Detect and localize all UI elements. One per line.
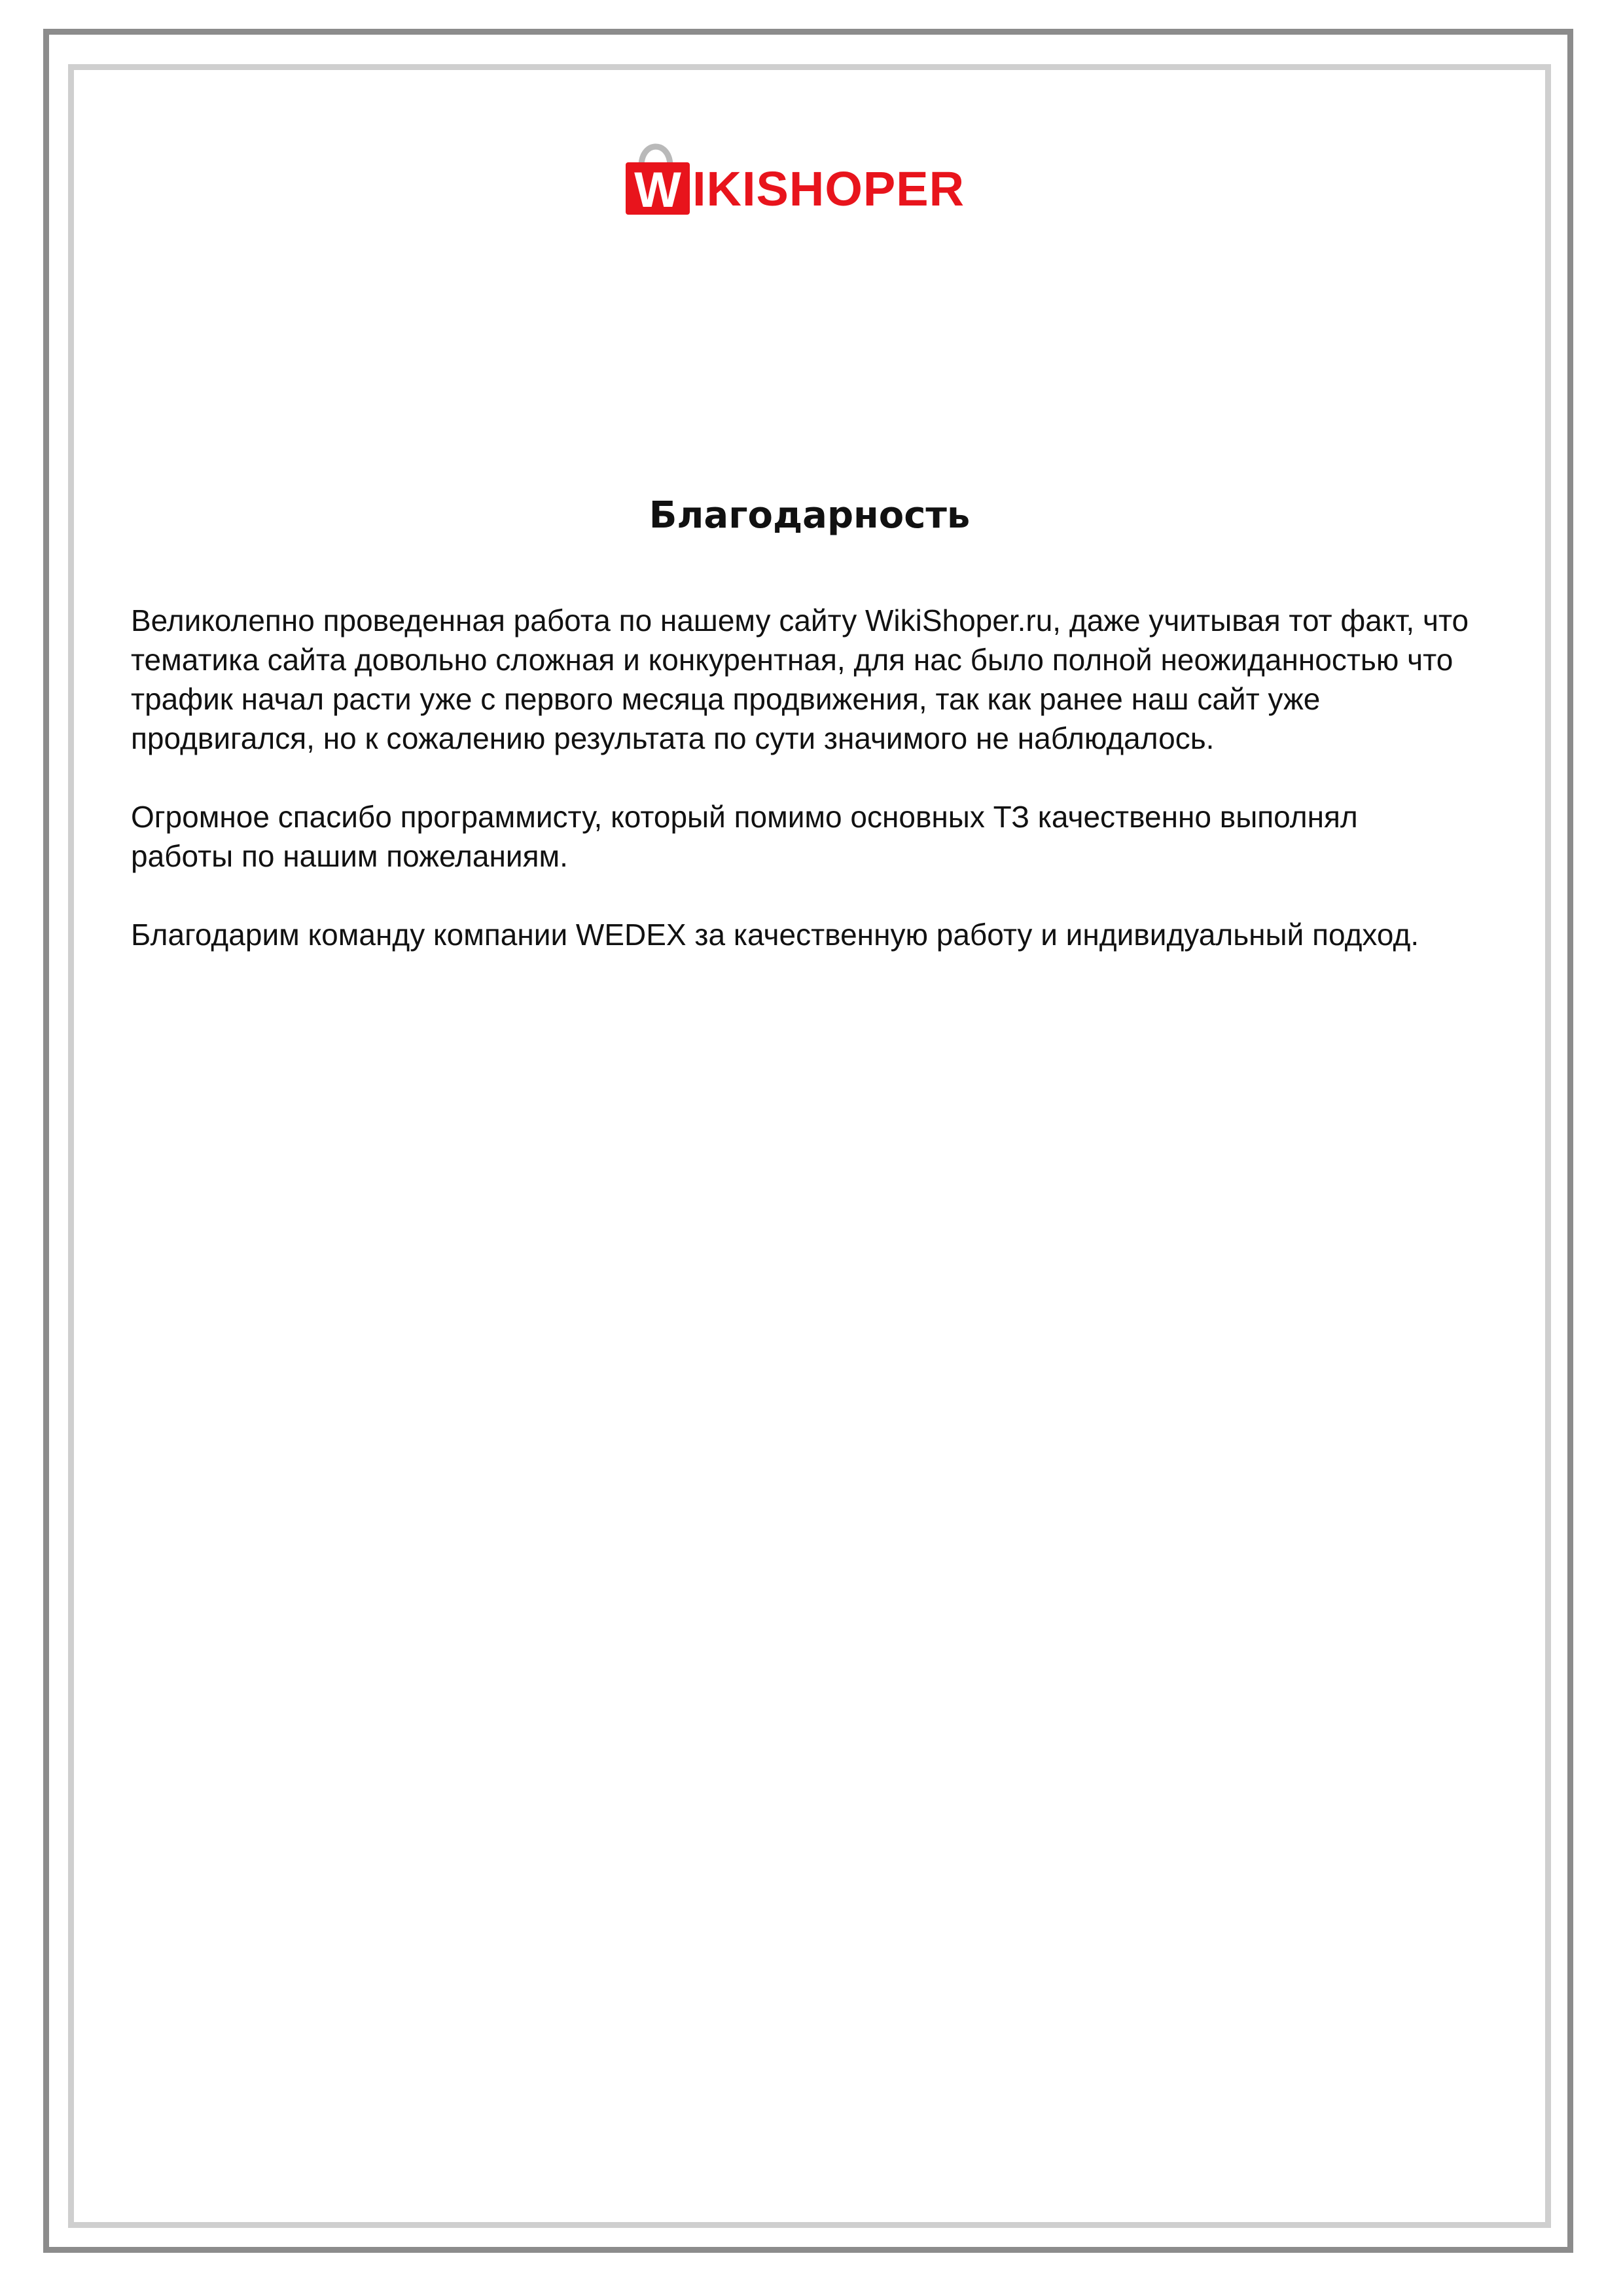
document-title: Благодарность — [649, 494, 971, 537]
wikishoper-logo — [622, 128, 1001, 220]
paragraph-line: работы по нашим пожеланиям. — [131, 839, 568, 873]
paragraph-line: Огромное спасибо программисту, который помимо основных ТЗ качественно выполнял — [131, 800, 1358, 834]
paragraph-line: Благодарим команду компании WEDEX за качественную работу и индивидуальный подход. — [131, 918, 1419, 952]
paragraph-line: Великолепно проведенная работа по нашему сайту WikiShoper.ru, даже учитывая тот факт, что — [131, 603, 1469, 637]
paragraph-1 — [131, 601, 1486, 758]
paragraph-2 — [131, 797, 1486, 876]
paragraph-line: тематика сайта довольно сложная и конкурентная, для нас было полной неожиданностью что — [131, 643, 1454, 677]
page-inner-border — [68, 64, 1551, 2228]
paragraph-line: трафик начал расти уже с первого месяца продвижения, так как ранее наш сайт уже — [131, 682, 1321, 716]
logo-wordmark: IKISHOPER — [692, 162, 965, 216]
paragraph-line: продвигался, но к сожалению результата по сути значимого не наблюдалось. — [131, 721, 1215, 755]
logo-letter-w: W — [634, 162, 681, 218]
paragraph-3 — [131, 915, 1486, 954]
letter-body — [131, 601, 1486, 994]
